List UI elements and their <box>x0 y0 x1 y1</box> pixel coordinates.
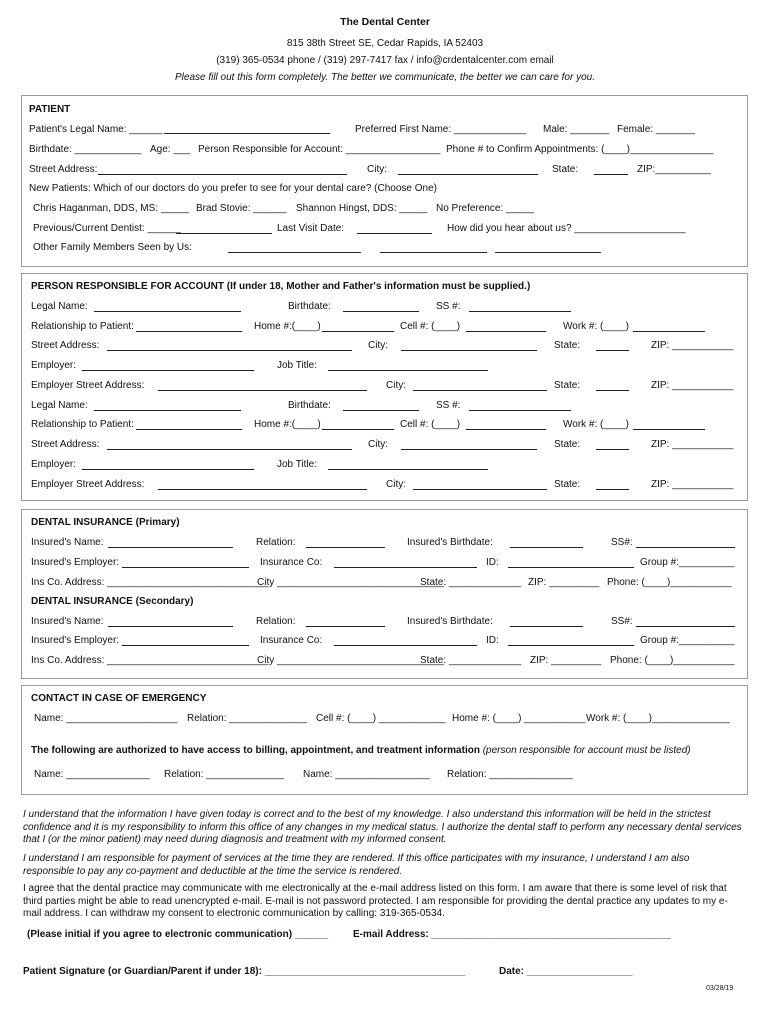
resp-employer-zip-field[interactable]: ZIP: ___________ <box>651 380 734 391</box>
resp2-employer-state-field[interactable] <box>596 489 629 490</box>
responsible-heading: PERSON RESPONSIBLE FOR ACCOUNT (If under 18, Mother and Father's information must be supplied.) <box>31 281 531 292</box>
resp2-birthdate-label: Birthdate: <box>288 400 331 411</box>
ins2-company-field[interactable] <box>334 645 477 646</box>
form-revision-code: 03/28/19 <box>706 985 734 992</box>
email-address-field[interactable]: E-mail Address: ___________________________________________ <box>353 929 671 940</box>
ins1-employer-field[interactable] <box>122 567 249 568</box>
resp-employer-state-label: State: <box>554 380 581 391</box>
clinic-contact: (319) 365-0534 phone / (319) 297-7417 fax / info@crdentalcenter.com email <box>216 55 554 66</box>
resp2-employer-street-label: Employer Street Address: <box>31 479 145 490</box>
resp2-legal-name-field[interactable] <box>94 410 241 411</box>
street-address-field[interactable] <box>98 174 347 175</box>
resp2-employer-field[interactable] <box>82 469 254 470</box>
doctor-option-haganman[interactable]: Chris Haganman, DDS, MS: _____ <box>33 203 189 214</box>
previous-dentist-field[interactable]: Previous/Current Dentist: ______ <box>33 223 181 234</box>
resp2-home-label: Home #:(____) <box>254 419 321 430</box>
ins1-employer-label: Insured's Employer: <box>31 557 120 568</box>
ins1-company-field[interactable] <box>334 567 477 568</box>
resp-employer-city-label: City: <box>386 380 406 391</box>
resp2-relationship-field[interactable] <box>136 429 242 430</box>
authorized-relation-1-field[interactable]: Relation: ______________ <box>164 769 285 780</box>
ins2-ss-label: SS#: <box>611 616 633 627</box>
resp2-work-field[interactable] <box>633 429 705 430</box>
consent-paragraph-info: I understand that the information I have given today is correct and to the best of my knowledge. I also understand this information will be held in the strictest confidence and it is my responsibility to inform this office of any changes in my medical status. I authorize the dental staff to perform any necessary dental services that I (or the minor patient) may need during diagnosis and treatment with my informed consent. <box>23 809 742 845</box>
resp-employer-city-field[interactable] <box>413 390 547 391</box>
resp2-employer-label: Employer: <box>31 459 77 470</box>
city-label: City: <box>367 164 387 175</box>
ins1-insured-name-label: Insured's Name: <box>31 537 104 548</box>
emergency-name-field[interactable]: Name: ____________________ <box>34 713 178 724</box>
resp-zip-field[interactable]: ZIP: ___________ <box>651 340 734 351</box>
ins2-employer-label: Insured's Employer: <box>31 635 120 646</box>
resp2-street-label: Street Address: <box>31 439 100 450</box>
clinic-address: 815 38th Street SE, Cedar Rapids, IA 52403 <box>286 38 484 49</box>
resp-home-label: Home #:(____) <box>254 321 321 332</box>
ins1-group-field[interactable]: Group #:__________ <box>640 557 735 568</box>
ins2-company-label: Insurance Co: <box>260 635 323 646</box>
ins2-group-field[interactable]: Group #:__________ <box>640 635 735 646</box>
emergency-cell-field[interactable]: Cell #: (____) ____________ <box>316 713 446 724</box>
ins2-city-field[interactable]: City ______________________________ <box>257 655 444 666</box>
state-field[interactable] <box>594 174 628 175</box>
resp2-employer-state-label: State: <box>554 479 581 490</box>
ins2-birthdate-field[interactable] <box>510 626 583 627</box>
ins1-id-label: ID: <box>486 557 499 568</box>
patient-legal-name-label: Patient's Legal Name: ______ <box>29 124 163 135</box>
resp2-relationship-label: Relationship to Patient: <box>31 419 134 430</box>
city-field[interactable] <box>398 174 538 175</box>
resp2-employer-city-label: City: <box>386 479 406 490</box>
resp-job-title-field[interactable] <box>328 370 488 371</box>
family-member-field-2[interactable] <box>380 252 487 253</box>
male-checkbox[interactable]: Male: _______ <box>543 124 610 135</box>
resp-ss-field[interactable] <box>469 311 571 312</box>
resp-job-title-label: Job Title: <box>277 360 318 371</box>
female-checkbox[interactable]: Female: _______ <box>617 124 695 135</box>
resp2-job-title-field[interactable] <box>328 469 488 470</box>
resp-city-field[interactable] <box>401 350 537 351</box>
resp-birthdate-label: Birthdate: <box>288 301 331 312</box>
age-field[interactable]: Age: ___ <box>150 144 191 155</box>
resp-street-field[interactable] <box>107 350 352 351</box>
resp2-employer-zip-field[interactable]: ZIP: ___________ <box>651 479 734 490</box>
ins1-birthdate-label: Insured's Birthdate: <box>407 537 493 548</box>
insurance-section <box>21 509 748 679</box>
ins1-zip-field[interactable]: ZIP: _________ <box>528 577 600 588</box>
ins1-birthdate-field[interactable] <box>510 547 583 548</box>
resp2-street-field[interactable] <box>107 449 352 450</box>
resp2-legal-name-label: Legal Name: <box>31 400 88 411</box>
insurance-secondary-heading: DENTAL INSURANCE (Secondary) <box>31 596 194 607</box>
resp-cell-field[interactable] <box>466 331 546 332</box>
previous-dentist-line[interactable] <box>176 233 272 234</box>
resp2-birthdate-field[interactable] <box>343 410 419 411</box>
resp-relationship-label: Relationship to Patient: <box>31 321 134 332</box>
authorized-relation-2-field[interactable]: Relation: _______________ <box>447 769 573 780</box>
ins2-state-field[interactable]: State: _____________ <box>420 655 522 666</box>
resp2-work-label: Work #: (____) <box>563 419 629 430</box>
resp-work-field[interactable] <box>633 331 705 332</box>
authorized-access-statement <box>31 745 691 756</box>
ins2-employer-field[interactable] <box>122 645 249 646</box>
resp-employer-state-field[interactable] <box>596 390 629 391</box>
ins1-insured-name-field[interactable] <box>108 547 233 548</box>
ins2-id-field[interactable] <box>508 645 634 646</box>
resp-state-field[interactable] <box>596 350 629 351</box>
ins1-state-field[interactable]: State: _____________ <box>420 577 522 588</box>
authorized-name-1-field[interactable]: Name: _______________ <box>34 769 150 780</box>
resp2-job-title-label: Job Title: <box>277 459 318 470</box>
form-instruction: Please fill out this form completely. The better we communicate, the better we can care for you. <box>174 72 595 83</box>
ins2-address-field[interactable]: Ins Co. Address: _____________________________ <box>31 655 269 666</box>
ins2-insured-name-label: Insured's Name: <box>31 616 104 627</box>
resp2-city-field[interactable] <box>401 449 537 450</box>
ins2-relation-label: Relation: <box>256 616 296 627</box>
ins2-zip-field[interactable]: ZIP: _________ <box>530 655 602 666</box>
resp-birthdate-field[interactable] <box>343 311 419 312</box>
authorized-name-2-field[interactable]: Name: _________________ <box>303 769 430 780</box>
ins1-city-field[interactable]: City ______________________________ <box>257 577 444 588</box>
emergency-relation-field[interactable]: Relation: ______________ <box>187 713 308 724</box>
consent-paragraph-email: I agree that the dental practice may communicate with me electronically at the e-mail address listed on this form. I am aware that there is some level of risk that third parties might be able to read unencrypted e-mail. E-mail is not password protected. I am responsible for providing the dental practice any updates to my e-mail address. I can withdraw my consent to electronic communication by calling: 319-365-0534. <box>23 883 728 919</box>
resp2-state-label: State: <box>554 439 581 450</box>
insurance-primary-heading: DENTAL INSURANCE (Primary) <box>31 517 180 528</box>
resp2-cell-label: Cell #: (____) <box>400 419 461 430</box>
ins2-phone-field[interactable]: Phone: (____)___________ <box>610 655 735 666</box>
resp-employer-label: Employer: <box>31 360 77 371</box>
family-member-field-3[interactable] <box>495 252 601 253</box>
clinic-name: The Dental Center <box>340 16 430 28</box>
ins2-id-label: ID: <box>486 635 499 646</box>
doctor-option-hingst[interactable]: Shannon Hingst, DDS: _____ <box>296 203 428 214</box>
state-label: State: <box>552 164 579 175</box>
resp-employer-street-label: Employer Street Address: <box>31 380 145 391</box>
resp-city-label: City: <box>368 340 388 351</box>
resp2-employer-city-field[interactable] <box>413 489 547 490</box>
emergency-home-field[interactable]: Home #: (____) ___________ <box>452 713 586 724</box>
patient-signature-field[interactable]: Patient Signature (or Guardian/Parent if under 18): ____________________________________ <box>23 966 465 977</box>
signature-date-field[interactable]: Date: ___________________ <box>499 966 633 977</box>
resp-work-label: Work #: (____) <box>563 321 629 332</box>
emergency-work-field[interactable]: Work #: (____)______________ <box>586 713 730 724</box>
resp-cell-label: Cell #: (____) <box>400 321 461 332</box>
ins2-ss-field[interactable] <box>636 626 735 627</box>
resp2-city-label: City: <box>368 439 388 450</box>
ins2-relation-field[interactable] <box>306 626 385 627</box>
resp-ss-label: SS #: <box>436 301 461 312</box>
resp-relationship-field[interactable] <box>136 331 242 332</box>
resp-state-label: State: <box>554 340 581 351</box>
resp2-state-field[interactable] <box>596 449 629 450</box>
resp-home-field[interactable] <box>322 331 394 332</box>
resp2-cell-field[interactable] <box>466 429 546 430</box>
resp-legal-name-label: Legal Name: <box>31 301 88 312</box>
resp-legal-name-field[interactable] <box>94 311 241 312</box>
resp-employer-street-field[interactable] <box>158 390 367 391</box>
ins1-relation-field[interactable] <box>306 547 385 548</box>
confirm-phone-field[interactable]: Phone # to Confirm Appointments: (____)_______________ <box>446 144 714 155</box>
resp-street-label: Street Address: <box>31 340 100 351</box>
emergency-heading: CONTACT IN CASE OF EMERGENCY <box>31 693 207 704</box>
street-address-label: Street Address: <box>29 164 98 175</box>
responsible-person-field[interactable]: Person Responsible for Account: _________________ <box>198 144 441 155</box>
patient-legal-name-field[interactable] <box>164 133 330 134</box>
ins1-relation-label: Relation: <box>256 537 296 548</box>
ins1-id-field[interactable] <box>508 567 634 568</box>
birthdate-field[interactable]: Birthdate: ____________ <box>29 144 142 155</box>
zip-field[interactable]: ZIP:__________ <box>637 164 711 175</box>
resp2-home-field[interactable] <box>322 429 394 430</box>
doctor-option-stovie[interactable]: Brad Stovie: ______ <box>196 203 287 214</box>
ins2-birthdate-label: Insured's Birthdate: <box>407 616 493 627</box>
ins1-ss-label: SS#: <box>611 537 633 548</box>
electronic-consent-initial-field[interactable]: (Please initial if you agree to electronic communication) ______ <box>27 929 329 940</box>
family-member-field-1[interactable] <box>228 252 361 253</box>
consent-paragraph-payment: I understand I am responsible for payment of services at the time they are rendered. If this office participates with my insurance, I understand I am also responsible to pay any co-payment and deductible at the time the service is rendered. <box>23 853 690 877</box>
ins1-address-field[interactable]: Ins Co. Address: _____________________________ <box>31 577 269 588</box>
authorized-access-text: The following are authorized to have access to billing, appointment, and treatment information <box>31 745 480 756</box>
resp2-employer-street-field[interactable] <box>158 489 367 490</box>
ins2-insured-name-field[interactable] <box>108 626 233 627</box>
new-patients-question: New Patients: Which of our doctors do you prefer to see for your dental care? (Choose One) <box>29 183 437 194</box>
resp2-ss-label: SS #: <box>436 400 461 411</box>
doctor-option-no-preference[interactable]: No Preference: _____ <box>436 203 534 214</box>
preferred-name-label[interactable]: Preferred First Name: _____________ <box>355 124 527 135</box>
authorized-access-note: (person responsible for account must be listed) <box>482 745 691 756</box>
resp-employer-field[interactable] <box>82 370 254 371</box>
ins1-company-label: Insurance Co: <box>260 557 323 568</box>
resp2-ss-field[interactable] <box>469 410 571 411</box>
ins1-ss-field[interactable] <box>636 547 735 548</box>
last-visit-field[interactable] <box>357 233 432 234</box>
how-hear-field[interactable]: How did you hear about us? ____________________ <box>447 223 686 234</box>
family-members-label: Other Family Members Seen by Us: <box>33 242 192 253</box>
resp2-zip-field[interactable]: ZIP: ___________ <box>651 439 734 450</box>
last-visit-label: Last Visit Date: <box>277 223 345 234</box>
ins1-phone-field[interactable]: Phone: (____)___________ <box>607 577 732 588</box>
patient-heading: PATIENT <box>29 104 71 115</box>
